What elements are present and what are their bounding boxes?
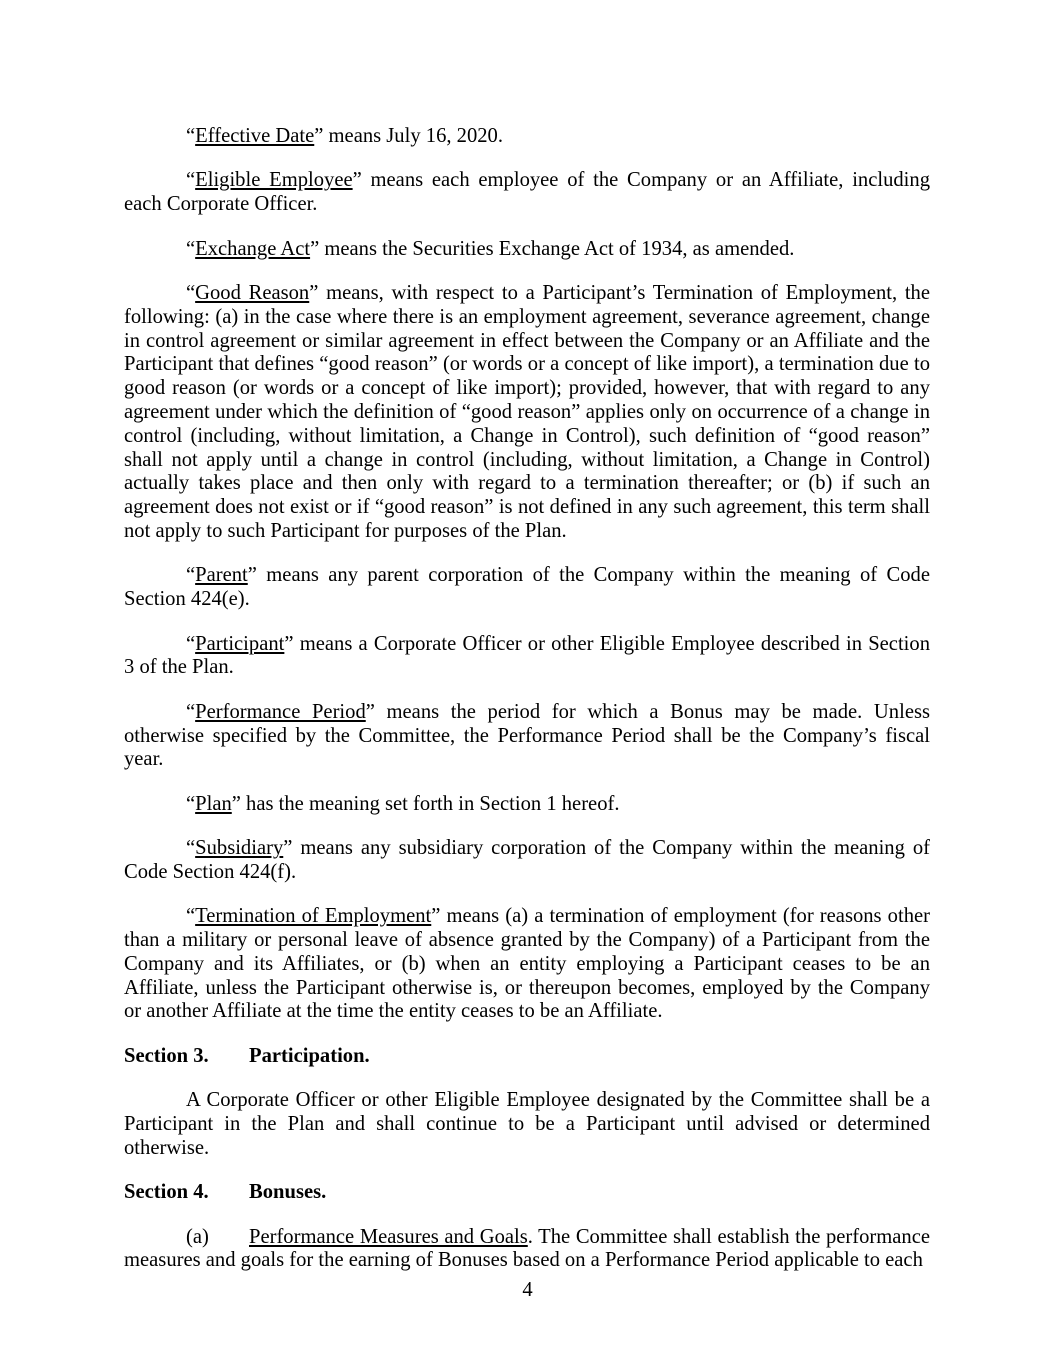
section-title: Bonuses. xyxy=(249,1181,327,1204)
item-heading: Performance Measures and Goals xyxy=(249,1225,528,1248)
definition-paragraph xyxy=(124,701,930,772)
open-quote: “ xyxy=(186,169,196,192)
defined-term: Termination of Employment xyxy=(195,905,432,928)
section-3-heading xyxy=(124,1045,930,1069)
definition-paragraph xyxy=(124,793,930,817)
definitions-list xyxy=(124,125,930,1024)
definition-paragraph xyxy=(124,125,930,149)
definition-text: ” has the meaning set forth in Section 1 hereof. xyxy=(231,792,620,815)
open-quote: “ xyxy=(186,792,196,815)
section-4-heading xyxy=(124,1181,930,1205)
document-page xyxy=(124,0,930,1273)
open-quote: “ xyxy=(186,700,196,723)
open-quote: “ xyxy=(186,905,196,928)
open-quote: “ xyxy=(186,237,196,260)
defined-term: Effective Date xyxy=(195,125,315,147)
definition-paragraph xyxy=(124,282,930,544)
defined-term: Eligible Employee xyxy=(195,169,353,192)
definition-paragraph xyxy=(124,169,930,217)
defined-term: Participant xyxy=(195,632,285,655)
defined-term: Parent xyxy=(195,564,248,587)
open-quote: “ xyxy=(186,564,196,587)
section-4-item-a xyxy=(124,1226,930,1274)
definition-paragraph xyxy=(124,633,930,681)
open-quote: “ xyxy=(186,125,196,147)
defined-term: Plan xyxy=(195,792,232,815)
defined-term: Subsidiary xyxy=(195,837,284,860)
definition-text: ” means a Corporate Officer or other Eligible Employee described in Section 3 of the Plan. xyxy=(124,632,930,679)
definition-paragraph xyxy=(124,837,930,885)
definition-text: ” means any subsidiary corporation of the Company within the meaning of Code Section 424(f). xyxy=(124,837,930,883)
section-3-body: A Corporate Officer or other Eligible Employee designated by the Committee shall be a Participant in the Plan and shall continue to be a Participant until advised or determined otherwise. xyxy=(124,1089,930,1159)
definition-paragraph xyxy=(124,905,930,1024)
section-number: Section 3. xyxy=(124,1044,209,1067)
defined-term: Exchange Act xyxy=(195,237,311,260)
definition-text: ” means (a) a termination of employment (for reasons other than a military or personal leave of absence granted by the Company) of a Participant from the Company and its Affiliates, or (b) when an entity employing a Participant ceases to be an Affiliate, unless the Participant otherwise is, or thereupon becomes, employed by the Company or another Affiliate at the time the entity ceases to be an Affiliate. xyxy=(124,905,930,1023)
open-quote: “ xyxy=(186,281,196,304)
page-number: 4 xyxy=(522,1279,533,1302)
definition-text: ” means the period for which a Bonus may be made. Unless otherwise specified by the Committee, the Performance Period shall be the Company’s fiscal year. xyxy=(124,700,930,771)
open-quote: “ xyxy=(186,837,196,860)
open-quote: “ xyxy=(186,632,196,655)
definition-text: ” means, with respect to a Participant’s Termination of Employment, the following: (a) in the case where there is an employment agreement, severance agreement, change in control agreement or similar agreement in effect between the Company or an Affiliate and the Participant that defines “good reason” (or words or a concept of like import), a termination due to good reason (or words or a concept of like import); provided, however, that with regard to any agreement under which the definition of “good reason” applies only on occurrence of a change in control (including, without limitation, a Change in Control), such definition of “good reason” shall not apply until a change in control (including, without limitation, a Change in Control) actually takes place and then only with regard to a termination thereafter; or (b) if such an agreement does not exist or if “good reason” is not defined in any such agreement, this term shall not apply to such Participant for purposes of the Plan. xyxy=(124,281,930,542)
item-label: (a) xyxy=(186,1225,209,1248)
definition-text: ” means any parent corporation of the Company within the meaning of Code Section 424(e). xyxy=(124,564,930,611)
defined-term: Good Reason xyxy=(195,281,310,304)
definition-text: ” means each employee of the Company or an Affiliate, including each Corporate Officer. xyxy=(124,169,930,216)
definition-paragraph xyxy=(124,238,930,262)
definition-paragraph xyxy=(124,564,930,612)
defined-term: Performance Period xyxy=(195,700,366,723)
section-number: Section 4. xyxy=(124,1181,209,1204)
section-title: Participation. xyxy=(249,1044,370,1067)
item-text: . The Committee shall establish the performance measures and goals for the earning of Bonuses based on a Performance Period applicable to each xyxy=(124,1225,931,1272)
definition-text: ” means the Securities Exchange Act of 1934, as amended. xyxy=(310,237,795,260)
definition-text: ” means July 16, 2020. xyxy=(314,125,504,147)
